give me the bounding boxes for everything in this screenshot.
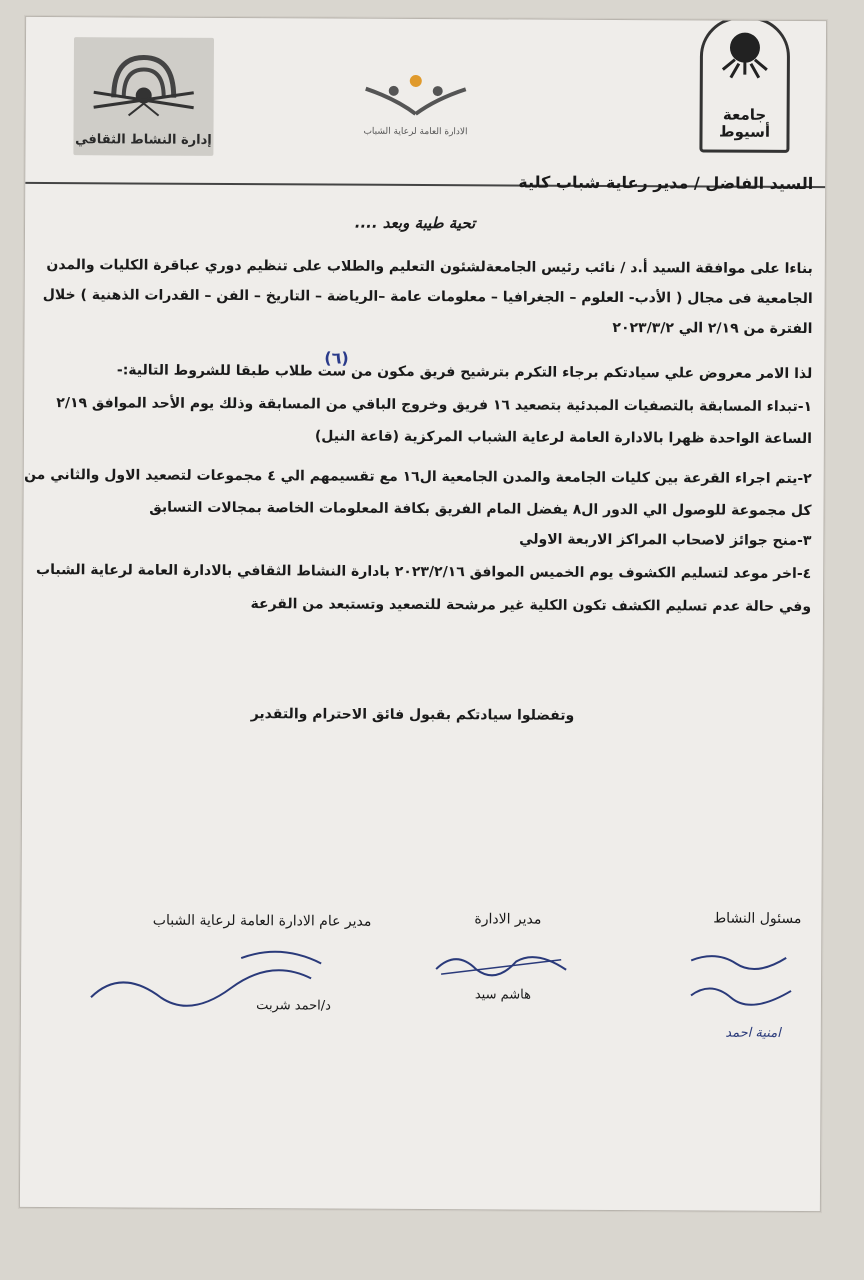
condition-3: ٣-منح جوائز لاصحاب المراكز الاربعة الاولي xyxy=(519,531,812,550)
intro-line-2: الجامعية فى مجال ( الأدب- العلوم – الجغرافيا – معلومات عامة –الرياضة – التاريخ – الفن – القدرات الذهنية ) خلال xyxy=(42,287,813,308)
department-manager-name: هاشم سيد xyxy=(474,987,532,1003)
condition-4-line-1: ٤-اخر موعد لتسليم الكشوف يوم الخميس الموافق ٢٠٢٣/٢/١٦ بادارة النشاط الثقافي بالادارة العامة لرعاية الشباب xyxy=(36,561,812,583)
activity-officer-signature-icon xyxy=(686,945,796,1016)
cultural-activity-emblem-icon xyxy=(74,37,214,128)
cultural-activity-logo xyxy=(73,37,214,156)
request-line: لذا الامر معروض علي سيادتكم برجاء التكرم بترشيح فريق مكون من ست طلاب طبقا للشروط التالية:- xyxy=(116,362,813,383)
condition-4-line-2: وفي حالة عدم تسليم الكشف تكون الكلية غير مرشحة للتصعيد وتستبعد من القرعة xyxy=(250,596,812,616)
letterhead xyxy=(25,17,826,181)
activity-officer-name: امنية احمد xyxy=(725,1025,781,1041)
right-logo-caption xyxy=(702,106,786,139)
condition-1-line-2: الساعة الواحدة ظهرا بالادارة العامة لرعاية الشباب المركزية (قاعة النيل) xyxy=(314,428,812,448)
condition-2-line-2: كل مجموعة للوصول الي الدور ال٨ يفضل المام الفريق بكافة المعلومات الخاصة بمجالات التسابق xyxy=(149,499,812,520)
middle-logo-caption: الادارة العامة لرعاية الشباب xyxy=(363,126,468,138)
right-logo-caption-line2: أسيوط xyxy=(718,122,771,141)
assiut-university-logo xyxy=(699,16,790,152)
department-manager-signature-icon xyxy=(431,939,571,990)
intro-line-3: الفترة من ٢/١٩ الي ٢٠٢٣/٣/٢ xyxy=(612,319,813,338)
greeting: تحية طيبة وبعد .... xyxy=(354,213,476,233)
general-manager-signature-icon xyxy=(81,937,381,1019)
general-manager-name: د/احمد شربت xyxy=(256,998,331,1014)
addressee-line: السيد الفاضل / مدير رعاية شباب كلية xyxy=(518,172,814,194)
youth-welfare-emblem-icon xyxy=(356,69,476,120)
condition-2-line-1: ٢-يتم اجراء القرعة بين كليات الجامعة والمدن الجامعية ال١٦ مع تقسيمهم الي ٤ مجموعات لتصعيد الاول والثاني من xyxy=(24,466,812,488)
department-manager-title: مدير الادارة xyxy=(474,911,542,928)
letter-page xyxy=(19,16,827,1212)
closing-line: وتفضلوا سيادتكم بقبول فائق الاحترام والتقدير xyxy=(250,706,575,724)
condition-1-line-1: ١-تبداء المسابقة بالتصفيات المبدئية بتصعيد ١٦ فريق وخروج الباقي من المسابقة وذلك يوم الأحد الموافق ٢/١٩ xyxy=(56,395,813,416)
university-sun-emblem-icon xyxy=(703,19,787,89)
general-manager-title: مدير عام الادارة العامة لرعاية الشباب xyxy=(152,912,372,930)
intro-line-1: بناءا على موافقة السيد أ.د / نائب رئيس الجامعةلشئون التعليم والطلاب على تنظيم دوري عباقرة الكليات والمدن xyxy=(46,257,813,278)
handwritten-team-size: (٦) xyxy=(324,348,349,368)
right-logo-caption-line1: جامعة xyxy=(722,105,767,124)
activity-officer-title: مسئول النشاط xyxy=(713,910,802,927)
youth-welfare-logo xyxy=(355,69,475,160)
left-logo-caption: إدارة النشاط الثقافي xyxy=(75,132,212,148)
